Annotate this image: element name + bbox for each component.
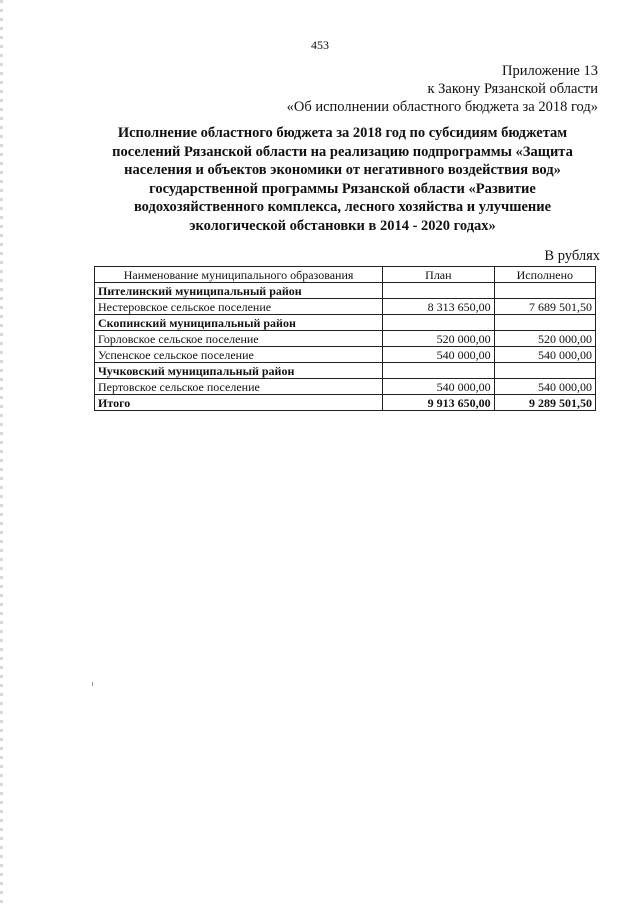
title-line-3: населения и объектов экономики от негативного воздействия вод» [124, 162, 561, 178]
title-line-6: экологической обстановки в 2014 - 2020 годах» [189, 217, 496, 234]
row-plan [383, 315, 494, 331]
appendix-number: Приложение 13 [502, 63, 598, 79]
row-done: 540 000,00 [494, 347, 595, 363]
document-title [90, 124, 595, 235]
table-row [95, 299, 596, 315]
title-line-2: поселений Рязанской области на реализацию подпрограммы «Защита [112, 143, 573, 160]
row-plan [383, 363, 494, 379]
row-name: Скопинский муниципальный район [95, 315, 383, 331]
total-label: Итого [95, 395, 383, 411]
title-line-1: Исполнение областного бюджета за 2018 год по субсидиям бюджетам [117, 125, 568, 141]
total-plan: 9 913 650,00 [383, 395, 494, 411]
row-plan: 540 000,00 [383, 379, 494, 395]
currency-units-label: В рублях [544, 248, 600, 264]
scan-speck [92, 682, 93, 686]
table-row [95, 331, 596, 347]
row-name: Чучковский муниципальный район [95, 363, 383, 379]
page-number: 453 [311, 38, 329, 52]
row-done [494, 363, 595, 379]
budget-table [94, 266, 596, 411]
column-header-plan: План [383, 267, 494, 283]
row-done: 7 689 501,50 [494, 299, 595, 315]
column-header-name: Наименование муниципального образования [95, 267, 383, 283]
appendix-law-title: «Об исполнении областного бюджета за 2018 год» [286, 99, 598, 115]
table-row-district [95, 363, 596, 379]
row-name: Пителинский муниципальный район [95, 283, 383, 299]
row-name: Успенское сельское поселение [95, 347, 383, 363]
total-done: 9 289 501,50 [494, 395, 595, 411]
row-done [494, 283, 595, 299]
row-plan: 8 313 650,00 [383, 299, 494, 315]
row-done [494, 315, 595, 331]
appendix-law-reference: к Закону Рязанской области [427, 81, 598, 97]
row-done: 520 000,00 [494, 331, 595, 347]
column-header-done: Исполнено [494, 267, 595, 283]
table-row-total [95, 395, 596, 411]
table-row [95, 347, 596, 363]
table-header-row [95, 267, 596, 283]
row-plan [383, 283, 494, 299]
row-name: Пертовское сельское поселение [95, 379, 383, 395]
scan-edge-artifact [0, 0, 3, 905]
row-plan: 520 000,00 [383, 331, 494, 347]
row-name: Нестеровское сельское поселение [95, 299, 383, 315]
title-line-5: водохозяйственного комплекса, лесного хозяйства и улучшение [133, 199, 552, 215]
table-row-district [95, 315, 596, 331]
row-done: 540 000,00 [494, 379, 595, 395]
row-plan: 540 000,00 [383, 347, 494, 363]
appendix-header [287, 62, 598, 116]
title-line-4: государственной программы Рязанской области «Развитие [149, 180, 536, 197]
table-row [95, 379, 596, 395]
row-name: Горловское сельское поселение [95, 331, 383, 347]
table-row-district [95, 283, 596, 299]
